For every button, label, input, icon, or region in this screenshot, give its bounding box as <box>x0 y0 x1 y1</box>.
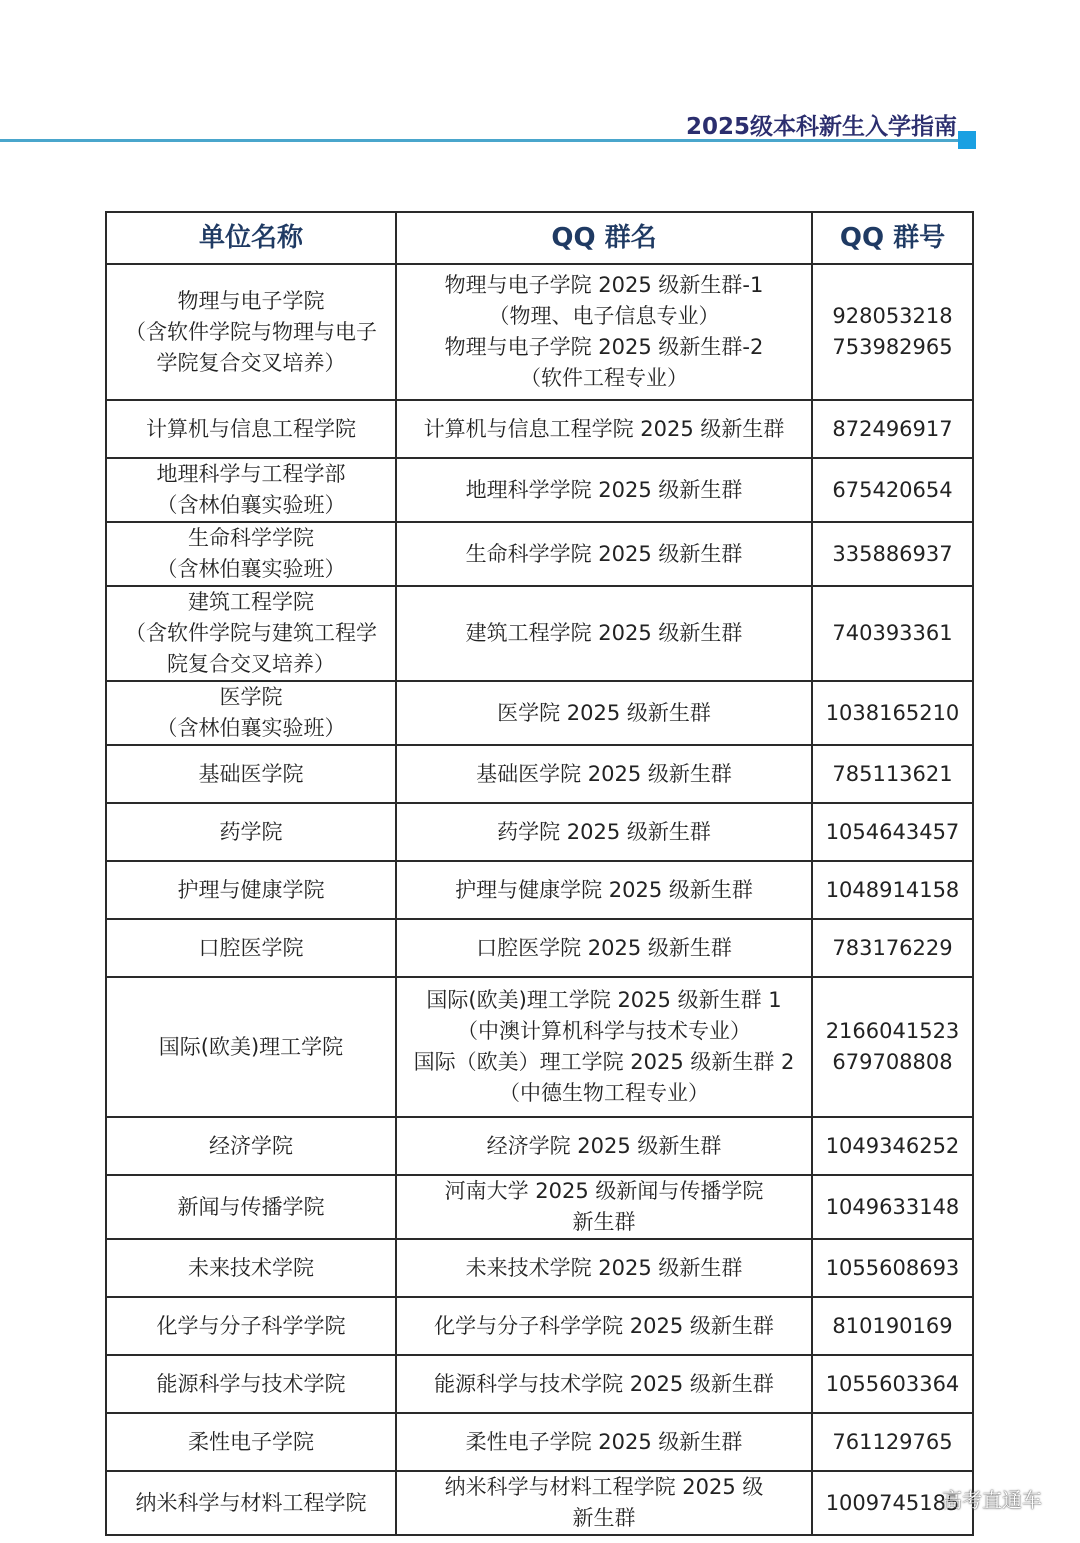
group-number-cell-line: 740393361 <box>832 621 953 645</box>
watermark: 高考直通车 <box>942 1488 1042 1512</box>
unit-cell <box>106 400 396 458</box>
unit-cell-line: 基础医学院 <box>198 761 304 786</box>
group-name-cell <box>396 745 812 803</box>
group-number-cell <box>812 681 973 745</box>
unit-cell-line: （含林伯襄实验班） <box>156 493 346 517</box>
table-row <box>106 681 973 745</box>
unit-cell-line: 护理与健康学院 <box>177 877 325 902</box>
unit-cell-line: （含林伯襄实验班） <box>156 716 346 740</box>
group-number-cell <box>812 803 973 861</box>
table-row <box>106 919 973 977</box>
group-number-cell-line: 810190169 <box>832 1313 953 1338</box>
group-number-cell <box>812 264 973 400</box>
unit-cell-line: （含软件学院与物理与电子 <box>125 319 377 344</box>
unit-cell <box>106 803 396 861</box>
group-name-cell <box>396 1117 812 1175</box>
unit-cell <box>106 264 396 400</box>
unit-cell-line: 化学与分子科学学院 <box>156 1313 346 1338</box>
group-name-cell <box>396 522 812 586</box>
group-number-cell-line: 1054643457 <box>825 819 960 844</box>
table-row <box>106 522 973 586</box>
unit-cell-line: 国际(欧美)理工学院 <box>158 1034 344 1059</box>
unit-cell-line: 生命科学学院 <box>188 526 314 550</box>
unit-cell <box>106 1239 396 1297</box>
group-number-cell-line: 2166041523 <box>825 1019 960 1043</box>
group-number-cell-line: 1049346252 <box>825 1133 960 1158</box>
group-name-cell-line: 国际(欧美)理工学院 2025 级新生群 1 <box>426 988 782 1012</box>
unit-cell-line: 经济学院 <box>209 1133 293 1158</box>
group-number-cell-line: 335886937 <box>832 541 953 566</box>
group-name-cell-line: 计算机与信息工程学院 2025 级新生群 <box>423 416 785 441</box>
table-row <box>106 400 973 458</box>
table-row <box>106 1355 973 1413</box>
group-name-cell <box>396 264 812 400</box>
group-name-cell-line: （软件工程专业） <box>520 366 688 390</box>
unit-cell-line: 院复合交叉培养） <box>167 652 335 676</box>
group-number-cell-line: 783176229 <box>832 935 953 960</box>
column-header-unit: 单位名称 <box>106 212 396 264</box>
group-name-cell-line: 建筑工程学院 2025 级新生群 <box>465 621 743 645</box>
group-number-cell <box>812 458 973 522</box>
group-name-cell-line: （中澳计算机科学与技术专业） <box>457 1019 751 1043</box>
column-header-group-number: QQ 群号 <box>812 212 973 264</box>
column-header-group-name: QQ 群名 <box>396 212 812 264</box>
group-name-cell-line: 基础医学院 2025 级新生群 <box>476 761 732 786</box>
unit-cell <box>106 681 396 745</box>
unit-cell <box>106 1117 396 1175</box>
group-name-cell-line: 药学院 2025 级新生群 <box>497 819 711 844</box>
table-row <box>106 1117 973 1175</box>
unit-cell <box>106 1471 396 1535</box>
group-name-cell-line: 未来技术学院 2025 级新生群 <box>465 1255 743 1280</box>
group-name-cell <box>396 1355 812 1413</box>
group-name-cell <box>396 919 812 977</box>
group-number-cell <box>812 1239 973 1297</box>
group-number-cell-line: 1055603364 <box>825 1371 960 1396</box>
group-name-cell <box>396 681 812 745</box>
unit-cell <box>106 1355 396 1413</box>
unit-cell <box>106 1175 396 1239</box>
group-name-cell <box>396 400 812 458</box>
group-name-cell <box>396 977 812 1117</box>
unit-cell-line: 地理科学与工程学部 <box>156 462 346 486</box>
group-name-cell-line: 河南大学 2025 级新闻与传播学院 <box>444 1179 764 1203</box>
unit-cell-line: 柔性电子学院 <box>188 1429 314 1454</box>
table-row <box>106 1297 973 1355</box>
table-row <box>106 264 973 400</box>
table-row <box>106 1239 973 1297</box>
group-number-cell-line: 1048914158 <box>825 877 960 902</box>
unit-cell-line: 计算机与信息工程学院 <box>146 416 356 441</box>
group-number-cell-line: 928053218 <box>832 304 953 328</box>
group-name-cell <box>396 861 812 919</box>
group-name-cell-line: 纳米科学与材料工程学院 2025 级 <box>444 1475 764 1499</box>
group-number-cell-line: 1055608693 <box>825 1255 960 1280</box>
group-name-cell-line: 经济学院 2025 级新生群 <box>486 1133 722 1158</box>
table-row <box>106 1175 973 1239</box>
unit-cell <box>106 861 396 919</box>
group-number-cell-line: 872496917 <box>832 416 953 441</box>
unit-cell <box>106 1297 396 1355</box>
group-number-cell <box>812 400 973 458</box>
unit-cell-line: 口腔医学院 <box>198 935 304 960</box>
group-name-cell-line: 生命科学学院 2025 级新生群 <box>465 541 743 566</box>
group-number-cell <box>812 919 973 977</box>
unit-cell-line: （含软件学院与建筑工程学 <box>125 621 377 645</box>
group-name-cell <box>396 458 812 522</box>
unit-cell <box>106 586 396 681</box>
group-name-cell <box>396 586 812 681</box>
unit-cell <box>106 977 396 1117</box>
table-row <box>106 861 973 919</box>
group-name-cell-line: 医学院 2025 级新生群 <box>497 700 711 725</box>
group-name-cell-line: 物理与电子学院 2025 级新生群-2 <box>444 335 764 359</box>
group-number-cell <box>812 861 973 919</box>
group-number-cell-line: 1009745185 <box>825 1490 960 1515</box>
header-accent-square <box>958 131 976 149</box>
table-row <box>106 745 973 803</box>
group-name-cell-line: 地理科学学院 2025 级新生群 <box>465 477 743 502</box>
group-name-cell-line: 新生群 <box>572 1210 636 1234</box>
group-number-cell <box>812 1117 973 1175</box>
group-name-cell-line: 新生群 <box>572 1506 636 1530</box>
unit-cell-line: 建筑工程学院 <box>188 590 314 614</box>
unit-cell <box>106 458 396 522</box>
group-number-cell-line: 785113621 <box>832 761 953 786</box>
table-body <box>106 264 973 1535</box>
unit-cell-line: 物理与电子学院 <box>177 288 325 313</box>
group-number-cell-line: 1049633148 <box>825 1194 960 1219</box>
group-name-cell <box>396 803 812 861</box>
group-number-cell <box>812 1355 973 1413</box>
group-name-cell-line: 护理与健康学院 2025 级新生群 <box>455 877 753 902</box>
group-number-cell <box>812 1413 973 1471</box>
group-number-cell <box>812 522 973 586</box>
page-title: 2025级本科新生入学指南 <box>686 114 958 140</box>
table-row <box>106 1413 973 1471</box>
table-header-row <box>106 212 973 264</box>
unit-cell-line: 未来技术学院 <box>188 1255 314 1280</box>
table-row <box>106 458 973 522</box>
group-name-cell <box>396 1471 812 1535</box>
unit-cell <box>106 522 396 586</box>
unit-cell <box>106 1413 396 1471</box>
group-number-cell-line: 675420654 <box>832 477 953 502</box>
group-number-cell <box>812 977 973 1117</box>
unit-cell-line: 能源科学与技术学院 <box>156 1371 346 1396</box>
group-name-cell-line: 能源科学与技术学院 2025 级新生群 <box>434 1371 774 1396</box>
group-number-cell <box>812 745 973 803</box>
unit-cell-line: 纳米科学与材料工程学院 <box>135 1490 367 1515</box>
group-number-cell <box>812 586 973 681</box>
group-name-cell-line: 柔性电子学院 2025 级新生群 <box>465 1429 743 1454</box>
qq-group-table <box>105 211 974 1536</box>
group-number-cell <box>812 1297 973 1355</box>
unit-cell-line: 药学院 <box>219 819 283 844</box>
unit-cell <box>106 919 396 977</box>
group-name-cell-line: 化学与分子科学学院 2025 级新生群 <box>434 1313 774 1338</box>
table-row <box>106 977 973 1117</box>
unit-cell-line: 学院复合交叉培养） <box>156 350 346 375</box>
group-name-cell <box>396 1175 812 1239</box>
group-name-cell <box>396 1239 812 1297</box>
group-number-cell-line: 753982965 <box>832 335 953 359</box>
table-row <box>106 586 973 681</box>
group-name-cell-line: （物理、电子信息专业） <box>488 304 720 328</box>
group-name-cell <box>396 1297 812 1355</box>
group-number-cell-line: 679708808 <box>832 1050 953 1074</box>
group-name-cell-line: 国际（欧美）理工学院 2025 级新生群 2 <box>413 1050 795 1074</box>
unit-cell-line: 新闻与传播学院 <box>177 1194 325 1219</box>
group-name-cell <box>396 1413 812 1471</box>
group-name-cell-line: 物理与电子学院 2025 级新生群-1 <box>444 273 764 297</box>
group-number-cell-line: 761129765 <box>832 1429 953 1454</box>
unit-cell-line: 医学院 <box>219 685 283 709</box>
group-name-cell-line: （中德生物工程专业） <box>499 1081 709 1105</box>
unit-cell-line: （含林伯襄实验班） <box>156 557 346 581</box>
table-row <box>106 1471 973 1535</box>
unit-cell <box>106 745 396 803</box>
table-row <box>106 803 973 861</box>
group-name-cell-line: 口腔医学院 2025 级新生群 <box>476 935 732 960</box>
group-number-cell <box>812 1175 973 1239</box>
group-number-cell-line: 1038165210 <box>825 700 960 725</box>
